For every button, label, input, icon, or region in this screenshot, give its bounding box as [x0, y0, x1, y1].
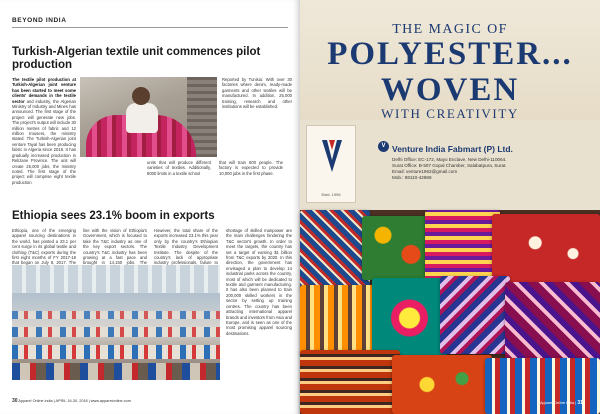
worker-row	[12, 363, 220, 380]
contact-delhi-office: Delhi Office: EC-172, Mayo Enclave, New Delhi-110064.	[392, 157, 507, 162]
left-footer-date: APRIL 16-30, 2018	[55, 399, 88, 403]
fabric-swatch	[492, 214, 600, 286]
brand-logo-box	[306, 125, 356, 203]
company-mark-icon: V	[378, 141, 389, 152]
worker-head	[132, 87, 150, 105]
article-1-column-1	[12, 77, 76, 192]
fabric-swatch	[425, 210, 500, 280]
advert-tagline-1: THE MAGIC OF	[392, 22, 508, 37]
factory-ceiling	[12, 265, 220, 293]
photo-woman-with-textiles	[80, 77, 217, 157]
left-page-number: 30	[12, 398, 18, 404]
article-2-column-1: Ethiopia, one of the emerging apparel sourcing destinations in the world, has posted a 23.1 per cent surge in its global textile and clothing (T&C) exports during the first eight months of FY 2017-18 that began on July 8, 2017. The	[12, 228, 76, 266]
fabric-swatch	[300, 285, 380, 355]
section-label: BEYOND INDIA	[12, 17, 67, 24]
section-divider	[12, 27, 288, 28]
article-2-column-4: shortage of skilled manpower are the main challenges hindering the T&C sector's growth. In order to meet the targets, the country has set a target of earning $1 billion from T&C exports by 2020. In this direction, the government has envisaged a plan to develop 14 industrial parks across the country, most of which will be dedicated to textile and garment manufacturing. It has also been planned to train 200,000 skilled workers in the sector by setting up training centres. The country has been attracting international apparel brands and investors from Asia and Europe, and is seen as one of the most promising apparel sourcing destinations.	[226, 228, 292, 336]
article-2-column-3: However, the total share of the exports increased 23.1% this year only by the country's Ethiopian Textile Industry Development Institute. The despite of the country's lack of appropriate industry professionals, failure to	[154, 228, 218, 266]
worker-body	[126, 103, 158, 133]
left-footer-url: www.apparelonline.com	[90, 399, 131, 403]
advert-tagline-4: WITH CREATIVITY	[381, 106, 519, 121]
fabric-swatch	[362, 216, 432, 280]
article-1-headline: Turkish-Algerian textile unit commences pilot production	[12, 46, 261, 71]
fabric-collage-image	[300, 210, 600, 414]
fabric-swatch	[300, 350, 400, 414]
fabric-swatch	[440, 276, 510, 354]
company-name: Venture India Fabmart (P) Ltd.	[392, 144, 513, 154]
right-footer-publication: Apparel Online india	[540, 401, 575, 405]
left-footer-publication: Apparel Online india	[18, 399, 53, 403]
worker-row	[12, 311, 220, 319]
fabric-swatch	[372, 278, 447, 358]
contact-email: Email: venture1963@gmail.com	[392, 169, 458, 174]
article-1-column-2: units that will produce different varieties of textiles. Additionally, 8000 limits in a textile school	[147, 160, 211, 176]
right-page-number: 31	[577, 400, 583, 406]
article-1-lead: The textile pilot production at Turkish-Algerian joint venture has been started to meet some clients' demands in the textile sector	[12, 77, 76, 104]
venture-logo-icon	[320, 136, 344, 176]
worker-row	[12, 345, 220, 359]
article-1-body-1: and industry, the Algerian Ministry of Industry and Mines has announced. The first stage of the project will generate new jobs. The project's output will include 30 million metres of fabric and 12 million trousers, the ministry stated. The Turkish-Algerian joint venture Tayal has been producing fabric in Algeria since 2018. It has gradually increased production in Relizane Province. The unit will create 25,000 jobs, the ministry noted. The first stage of the project will comprise eight textile production	[12, 98, 76, 185]
article-2-column-2: line with the vision of Ethiopia's Government, which is focused to take the T&C industry as one of the key export sectors. The country's T&C industry has been growing at a fast pace and brought in 14,150 jobs. The	[83, 228, 147, 266]
left-footer: 30 Apparel Online india | APRIL 16-30, 2018 | www.apparelonline.com	[12, 398, 131, 404]
worker-row	[12, 327, 220, 337]
fabric-swatch	[505, 282, 600, 362]
established-year: Estd. 1996	[321, 192, 341, 197]
contact-surat-office: Surat Office: B-507 Gopal Chamber, Salabatpura, Surat.	[392, 163, 507, 168]
article-1-column-3: that will train 600 people. The factory is expected to provide 10,000 jobs in the first phase.	[219, 160, 283, 176]
advert-tagline-3: WOVEN	[380, 72, 520, 108]
fabric-swatch	[392, 355, 492, 414]
contact-mobile: Mob.: 98110-42868	[392, 175, 432, 180]
photo-garment-factory	[12, 265, 220, 380]
fabric-swatch	[300, 210, 370, 290]
right-footer: Apparel Online india | 31	[540, 400, 583, 406]
advert-tagline-2: POLYESTER...	[327, 36, 573, 72]
advert-header	[300, 0, 600, 120]
article-2-headline: Ethiopia sees 23.1% boom in exports	[12, 210, 215, 222]
article-1-column-4: Reported by Tunisia: With over 30 factories where denim, ready-made garments and other textiles will be manufactured. In addition, 25,000 training, research and other institutions will be established.	[222, 77, 292, 110]
